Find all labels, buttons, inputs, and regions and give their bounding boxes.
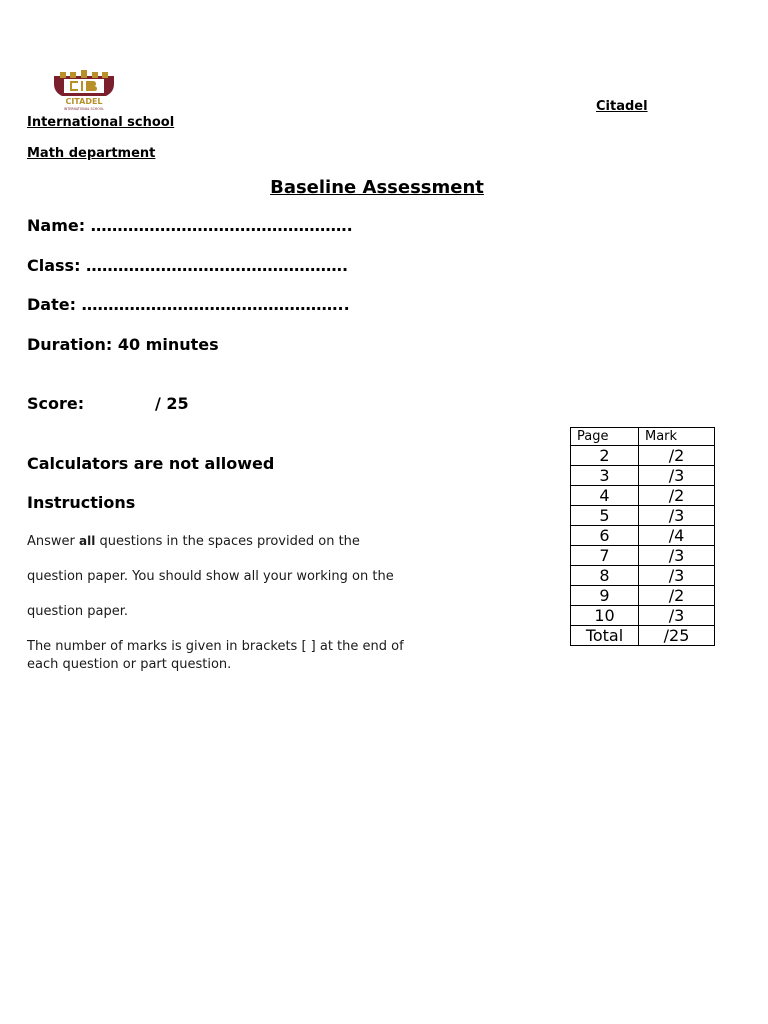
- mark-cell: /3: [639, 466, 715, 486]
- department-name: Math department: [27, 146, 156, 161]
- date-field: Date: …………………………………………..: [27, 295, 350, 314]
- mark-cell: /3: [639, 566, 715, 586]
- score-label: Score:: [27, 394, 85, 413]
- page-cell: 9: [571, 586, 639, 606]
- table-row: [571, 486, 715, 506]
- table-row: [571, 566, 715, 586]
- page-cell: 8: [571, 566, 639, 586]
- svg-text:CITADEL: CITADEL: [65, 97, 103, 106]
- total-mark-cell: /25: [639, 626, 715, 646]
- table-row: [571, 606, 715, 626]
- instruction-line-2: question paper. You should show all your working on the: [27, 569, 394, 584]
- instruction-text: questions in the spaces provided on the: [95, 534, 360, 549]
- class-field: Class: ………………………………………….: [27, 256, 349, 275]
- instructions-heading: Instructions: [27, 493, 136, 512]
- table-row: [571, 446, 715, 466]
- page-cell: 2: [571, 446, 639, 466]
- table-row: [571, 466, 715, 486]
- page-cell: 10: [571, 606, 639, 626]
- instruction-line-4: The number of marks is given in brackets [ ] at the end of: [27, 639, 404, 654]
- mark-cell: /2: [639, 486, 715, 506]
- mark-cell: /4: [639, 526, 715, 546]
- table-row: [571, 546, 715, 566]
- mark-cell: /3: [639, 546, 715, 566]
- header-page: Page: [571, 428, 639, 446]
- instruction-emphasis: all: [79, 534, 96, 548]
- logo-crest-icon: [50, 70, 118, 114]
- header-mark: Mark: [639, 428, 715, 446]
- table-row: [571, 526, 715, 546]
- name-field: Name: ………………………………………….: [27, 216, 353, 235]
- calculator-notice: Calculators are not allowed: [27, 454, 275, 473]
- page-cell: 6: [571, 526, 639, 546]
- table-row: [571, 586, 715, 606]
- page-cell: 3: [571, 466, 639, 486]
- svg-text:INTERNATIONAL SCHOOL: INTERNATIONAL SCHOOL: [63, 107, 105, 111]
- table-row-total: [571, 626, 715, 646]
- mark-cell: /3: [639, 506, 715, 526]
- table-row: [571, 506, 715, 526]
- score-value: / 25: [155, 394, 189, 413]
- mark-table: [570, 427, 715, 646]
- school-logo: [50, 70, 118, 114]
- total-label-cell: Total: [571, 626, 639, 646]
- duration-field: Duration: 40 minutes: [27, 335, 219, 354]
- school-name: International school: [27, 115, 175, 130]
- instruction-line-1: [27, 534, 360, 549]
- instruction-line-5: each question or part question.: [27, 657, 232, 672]
- page-cell: 7: [571, 546, 639, 566]
- page-cell: 5: [571, 506, 639, 526]
- mark-cell: /2: [639, 446, 715, 466]
- page-title: Baseline Assessment: [270, 177, 484, 198]
- mark-cell: /2: [639, 586, 715, 606]
- page-cell: 4: [571, 486, 639, 506]
- school-name-right: Citadel: [596, 99, 648, 114]
- mark-table-header: [571, 428, 715, 446]
- instruction-text: Answer: [27, 534, 80, 549]
- instruction-line-3: question paper.: [27, 604, 129, 619]
- mark-cell: /3: [639, 606, 715, 626]
